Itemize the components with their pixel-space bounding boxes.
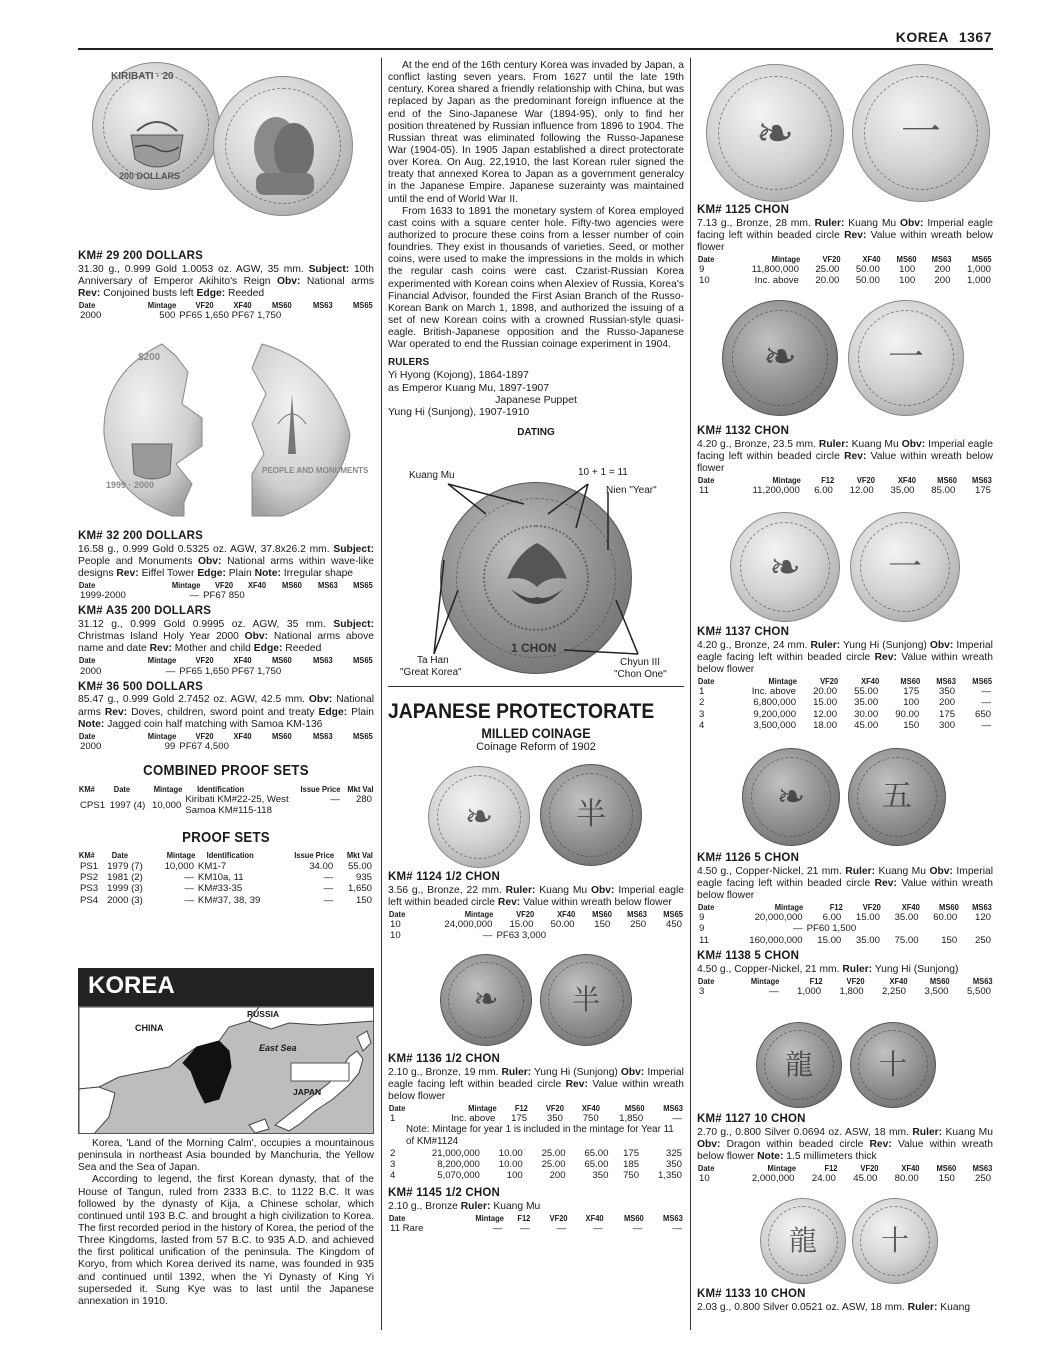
km1125-value-table <box>697 254 993 287</box>
table-row: 3 9,200,000 12.00 30.00 90.00 175 650 <box>699 708 991 720</box>
table-row: 4 5,070,000 100 200 350 750 1,350 <box>390 1170 682 1182</box>
table-row: PS1 1979 (7) 10,000 KM1-7 34.00 55.00 <box>80 860 372 872</box>
dating-label-ta-han: Ta Han <box>417 655 449 666</box>
km1125-description: 7.13 g., Bronze, 28 mm. Ruler: Kuang Mu Obv: Imperial eagle facing left within beaded circle Rev: Value within wreath below flower <box>697 217 993 253</box>
history-text <box>388 60 684 438</box>
dating-label-ten-plus-one: 10 + 1 = 11 <box>578 467 628 478</box>
km29-title: KM# 29 200 DOLLARS <box>78 250 204 262</box>
table-row: 10 Inc. above 20.00 50.00 100 200 1,000 <box>699 275 991 287</box>
table-header-row: Date Mintage VF20 XF40 MS60 MS63 MS65 <box>697 675 993 686</box>
km1136-value-table <box>388 1103 684 1124</box>
km1138-value-table <box>697 976 993 997</box>
table-header-row: KM# Date Mintage Identification Issue Price Mkt Val <box>78 850 374 861</box>
table-header-row: Date Mintage VF20 XF40 MS60 MS63 MS65 <box>388 908 684 919</box>
km1138-title: KM# 1138 5 CHON <box>697 950 800 963</box>
kmA35-title: KM# A35 200 DOLLARS <box>78 605 212 618</box>
country-heading: KOREA <box>78 968 374 1006</box>
km1137-reverse-coin-image: 一 <box>850 512 960 622</box>
table-row: 2 21,000,000 10.00 25.00 65.00 175 325 <box>390 1147 682 1159</box>
km1133-title: KM# 1133 10 CHON <box>697 1288 806 1300</box>
km1145-value-table <box>388 1213 684 1234</box>
table-row: 9 20,000,000 6.00 15.00 35.00 60.00 120 <box>699 912 991 924</box>
km1136-title: KM# 1136 1/2 CHON <box>388 1053 501 1065</box>
km29-obverse-legend: KIRIBATI · 20 <box>111 71 174 82</box>
map-label-east-sea: East Sea <box>259 1043 297 1053</box>
km32-description: 16.58 g., 0.999 Gold 0.5325 oz. AGW, 37.8x26.2 mm. Subject: People and Monuments Obv: National arms within wave-like designs Rev: Eiffel Tower Edge: Plain Note: Irregular shape <box>78 543 374 579</box>
ruler-line-1: Yi Hyong (Kojong), 1864-1897 <box>388 369 529 382</box>
table-row: 2 6,800,000 15.00 35.00 100 200 — <box>699 697 991 709</box>
table-header-row: Date Mintage F12 VF20 XF40 MS60 MS63 <box>697 1162 993 1173</box>
table-row: 2000 500 PF65 1,650 PF67 1,750 <box>80 310 282 322</box>
km1132-title: KM# 1132 CHON <box>697 425 790 437</box>
rulers-heading: RULERS <box>388 357 430 369</box>
ruler-note: Japanese Puppet <box>495 393 577 406</box>
km1127-obverse-coin-image: 龍 <box>756 1022 842 1108</box>
km32-title: KM# 32 200 DOLLARS <box>78 530 204 542</box>
km1124-description: 3.56 g., Bronze, 22 mm. Ruler: Kuang Mu Obv: Imperial eagle left within beaded circle Rev: Value within wreath below flower <box>388 884 684 908</box>
km1124-title: KM# 1124 1/2 CHON <box>388 871 501 883</box>
column-divider-2 <box>690 58 691 1330</box>
km1127-value-table <box>697 1163 993 1184</box>
km1133-description: 2.03 g., 0.800 Silver 0.0521 oz. ASW, 18 mm. Ruler: Kuang <box>697 1301 971 1313</box>
km1132-entry <box>697 425 993 496</box>
section-divider <box>388 686 684 687</box>
table-row: 3 — 1,000 1,800 2,250 3,500 5,500 <box>699 985 991 997</box>
table-row: 1 Inc. above 20.00 55.00 175 350 — <box>699 686 991 698</box>
table-row: 2000 99 PF67 4,500 <box>80 741 229 752</box>
km1124-value-table <box>388 909 684 942</box>
km1136-description: 2.10 g., Bronze, 19 mm. Ruler: Yung Hi (Sunjong) Obv: Imperial eagle facing left within beaded circle Rev: Value within wreath below flower <box>388 1066 684 1102</box>
ruler-line-3: Yung Hi (Sunjong), 1907-1910 <box>388 406 530 419</box>
table-row: 11 11,200,000 6.00 12.00 35.00 85.00 175 <box>699 485 991 497</box>
table-row: 10 — PF63 3,000 <box>390 930 547 942</box>
km1125-title: KM# 1125 CHON <box>697 204 790 216</box>
km1127-title: KM# 1127 10 CHON <box>697 1113 806 1125</box>
table-row: 10 2,000,000 24.00 45.00 80.00 150 250 <box>699 1173 991 1185</box>
km1132-description: 4.20 g., Bronze, 23.5 mm. Ruler: Kuang Mu Obv: Imperial eagle facing left within beaded circle Rev: Value within wreath below flower <box>697 438 993 474</box>
table-row: PS3 1999 (3) — KM#33-35 — 1,650 <box>80 883 372 895</box>
conjoined-busts-icon <box>214 77 354 217</box>
km32-rim-legend: PEOPLE AND MONUMENTS <box>262 466 369 475</box>
km32-value-legend: $200 <box>138 352 161 363</box>
km1126-title: KM# 1126 5 CHON <box>697 852 800 864</box>
header-rule <box>78 48 993 50</box>
km1136-mintage-note: Note: Mintage for year 1 is included in the mintage for Year 11 of KM#1124 <box>406 1124 674 1147</box>
km1133-reverse-coin-image: 十 <box>852 1198 938 1284</box>
table-row: CPS1 1997 (4) 10,000 Kiribati KM#22-25, West Samoa KM#115-118 — 280 <box>80 794 372 817</box>
table-header-row: Date Mintage VF20 XF40 MS60 MS63 MS65 <box>78 730 374 741</box>
intro-paragraph-2: According to legend, the first Korean dynasty, that of the House of Tangun, ruled from 2333 B.C. to 1122 B.C. It was followed by the dynasty of Kija, a Chinese scholar, which continued until 193 B.C. and brought a high civilization to Korea. The first recorded period in the history of Korea, the period of the Three Kingdoms, lasted from 57 B.C. to 935 A.D. and achieved the first political unification of the peninsula. The Kingdom of Koryo, from which Korea derived its name, was founded in 935 and continued until 1392, when the Yi Dynasty of King Yi superseded it. Sung Kye was to last until the Japanese annexation in 1910. <box>78 1174 374 1307</box>
table-row: PS4 2000 (3) — KM#37, 38, 39 — 150 <box>80 894 372 906</box>
km1137-value-table <box>697 676 993 731</box>
km1133-entry <box>697 1288 993 1314</box>
combined-proof-sets-heading: COMBINED PROOF SETS <box>143 762 309 780</box>
km1124-reverse-coin-image: 半 <box>540 764 642 866</box>
km1136-value-table-continued <box>388 1148 684 1182</box>
proof-sets-table <box>78 850 374 905</box>
milled-coinage-heading: MILLED COINAGE <box>481 724 591 741</box>
table-row: 9 11,800,000 25.00 50.00 100 200 1,000 <box>699 264 991 276</box>
combined-proof-sets-table <box>78 784 374 817</box>
km1127-description: 2.70 g., 0.800 Silver 0.0694 oz. ASW, 18 mm. Ruler: Kuang Mu Obv: Dragon within beaded circle Rev: Value within wreath below flower Note: 1.5 millimeters thick <box>697 1126 993 1162</box>
dating-label-chon-one: "Chon One" <box>614 669 667 680</box>
km36-value-table <box>78 731 374 752</box>
section-name: KOREA <box>895 29 949 45</box>
km1125-reverse-coin-image: 一 <box>852 64 990 202</box>
proof-sets-heading: PROOF SETS <box>182 828 270 846</box>
ruler-line-2: as Emperor Kuang Mu, 1897-1907 <box>388 381 550 394</box>
km1132-value-table <box>697 475 993 496</box>
km36-title: KM# 36 500 DOLLARS <box>78 680 204 693</box>
table-header-row: Date Mintage F12 VF20 XF40 MS60 MS63 <box>697 975 993 986</box>
table-header-row: Date Mintage F12 VF20 XF40 MS60 MS63 <box>697 474 993 485</box>
column-divider-1 <box>381 58 382 1330</box>
km29-description: 31.30 g., 0.999 Gold 1.0053 oz. AGW, 35 mm. Subject: 10th Anniversary of Emperor Akihito's Reign Obv: National arms Rev: Conjoined busts left Edge: Reeded <box>78 263 374 299</box>
km1145-title: KM# 1145 1/2 CHON <box>388 1187 501 1200</box>
table-header-row: KM# Date Mintage Identification Issue Price Mkt Val <box>78 784 374 794</box>
km29-obverse-coin-image <box>92 62 220 190</box>
dating-label-great-korea: "Great Korea" <box>400 667 462 678</box>
map-label-japan: JAPAN <box>293 1087 322 1097</box>
table-header-row: Date Mintage VF20 XF40 MS60 MS63 MS65 <box>78 299 374 310</box>
table-header-row: Date Mintage F12 VF20 XF40 MS60 MS63 <box>388 1102 684 1113</box>
dating-label-chyun: Chyun III <box>620 657 661 668</box>
km1125-entry <box>697 204 993 287</box>
table-row: PS2 1981 (2) — KM10a, 11 — 935 <box>80 871 372 883</box>
korea-locator-map <box>78 1006 374 1134</box>
dating-label-kuang-mu: Kuang Mu <box>409 470 455 481</box>
dating-label-nien: Nien "Year" <box>606 485 657 496</box>
map-label-china: CHINA <box>135 1023 164 1033</box>
km29-entry <box>78 250 374 321</box>
coinage-reform-subheading: Coinage Reform of 1902 <box>476 741 596 754</box>
history-paragraph-2: From 1633 to 1891 the monetary system of Korea employed cast coins with a square center hole. Fifty-two agencies were authorized to procure these coins from a lesser number of coin foundries. They exist in thousands of varieties. Seed, or mother coins, were used to make the impressions in the molds in which the regular cash coins were cast. Czarist-Russian Korea experimented with Korean coins when Alexiev of Russia, Korea's Financial Advisor, founded the First Asian Branch of the Russo-Korean Bank on March 1, 1898, and authorized the issuing of a set of new Korean coins with a crowned Russian-style quasi-eagle. British-Japanese opposition and the Russo-Japanese War operated to end the Russian coinage experiment in 1904. <box>388 205 684 351</box>
japanese-protectorate-heading: JAPANESE PROTECTORATE <box>388 700 655 723</box>
km1124-obverse-coin-image: ❧ <box>428 766 530 868</box>
table-row: 10 24,000,000 15.00 50.00 150 250 450 <box>390 918 682 930</box>
table-row: 2000 — PF65 1,650 PF67 1,750 <box>80 665 282 677</box>
km1136-obverse-coin-image: ❧ <box>440 954 532 1046</box>
km1137-obverse-coin-image: ❧ <box>730 512 840 622</box>
km32-date-legend: 1999 · 2000 <box>106 480 155 490</box>
km32-irregular-coin-image <box>92 334 364 524</box>
intro-paragraph-1: Korea, 'Land of the Morning Calm', occupies a mountainous peninsula in northeast Asia bounded by Manchuria, the Yellow Sea and the Sea of Japan. <box>78 1138 374 1174</box>
table-header-row: Date Mintage VF20 XF40 MS60 MS63 MS65 <box>78 579 374 590</box>
table-row: 9 — PF60 1,500 <box>699 923 857 935</box>
table-row: 11 Rare — — — — — — <box>390 1223 682 1235</box>
km1126-value-table <box>697 902 993 946</box>
kmA35-value-table <box>78 655 374 676</box>
km29-obverse-value: 200 DOLLARS <box>119 171 181 181</box>
km1124-entry <box>388 871 684 942</box>
km1127-reverse-coin-image: 十 <box>850 1022 936 1108</box>
km1132-obverse-coin-image: ❧ <box>722 300 838 416</box>
km29-value-table <box>78 300 374 321</box>
km1136-entry <box>388 1053 684 1235</box>
km1132-reverse-coin-image: 一 <box>848 300 964 416</box>
table-row: 11 160,000,000 15.00 35.00 75.00 150 250 <box>699 934 991 946</box>
km29-reverse-coin-image <box>213 76 353 216</box>
dating-coin-legend: 1 CHON <box>511 641 557 655</box>
history-paragraph-1: At the end of the 16th century Korea was invaded by Japan, a conflict lasting seven years. From 1627 until the late 19th century, Korea shared a friendly relationship with China, but was replaced by Japan as the predominant foreign influence at the end of the Sino-Japanese War (1894-95), only to find her position threatened by Russian influence from 1896 to 1904. The Russian threat was eliminated following the Russo-Japanese War (1904-05). In 1905 Japan established a direct protectorate over Korea. On Aug. 22,1910, the last Korean ruler signed the treaty that annexed Korea to Japan as a government generalcy in the Japanese Empire. Japanese suzerainty was maintained until the end of World War II. <box>388 60 684 205</box>
km1137-description: 4.20 g., Bronze, 24 mm. Ruler: Yung Hi (Sunjong) Obv: Imperial eagle facing left within beaded circle Rev: Value within wreath below flower <box>697 639 993 675</box>
map-label-russia: RUSSIA <box>247 1009 280 1019</box>
km32-value-table <box>78 580 374 601</box>
kmA35-description: 31.12 g., 0.999 Gold 0.9995 oz. AGW, 35 mm. Subject: Christmas Island Holy Year 2000 Obv: National arms above name and date Rev: Mother and child Edge: Reeded <box>78 619 374 655</box>
table-row: 4 3,500,000 18.00 45.00 150 300 — <box>699 720 991 732</box>
km1137-entry <box>697 626 993 731</box>
km1126-entry <box>697 852 993 997</box>
km1126-reverse-coin-image: 五 <box>848 748 946 846</box>
running-head <box>886 29 992 46</box>
table-row: 1999-2000 — PF67 850 <box>80 590 245 602</box>
table-header-row: Date Mintage F12 VF20 XF40 MS60 MS63 <box>388 1213 684 1224</box>
km1145-description: 2.10 g., Bronze Ruler: Kuang Mu <box>388 1201 541 1213</box>
table-header-row: Date Mintage VF20 XF40 MS60 MS63 MS65 <box>78 655 374 666</box>
table-row: 3 8,200,000 10.00 25.00 65.00 185 350 <box>390 1158 682 1170</box>
page-number: 1367 <box>958 29 992 45</box>
korea-introduction <box>78 1138 374 1308</box>
km1138-description: 4.50 g., Copper-Nickel, 21 mm. Ruler: Yung Hi (Sunjong) <box>697 963 959 975</box>
km1137-title: KM# 1137 CHON <box>697 626 790 638</box>
km1133-obverse-coin-image: 龍 <box>760 1198 846 1284</box>
km1127-entry <box>697 1113 993 1184</box>
km32-entry <box>78 530 374 906</box>
table-header-row: Date Mintage F12 VF20 XF40 MS60 MS63 <box>697 901 993 912</box>
table-header-row: Date Mintage VF20 XF40 MS60 MS63 MS65 <box>697 253 993 264</box>
km1126-obverse-coin-image: ❧ <box>742 748 840 846</box>
map-graphic <box>79 1007 374 1134</box>
table-row: 1 Inc. above 175 350 750 1,850 — <box>390 1113 682 1125</box>
km1126-description: 4.50 g., Copper-Nickel, 21 mm. Ruler: Kuang Mu Obv: Imperial eagle facing left within beaded circle Rev: Value within wreath below flower <box>697 865 993 901</box>
km36-description: 85.47 g., 0.999 Gold 2.7452 oz. AGW, 42.5 mm. Obv: National arms Rev: Doves, children, sword point and treaty Edge: Plain Note: Jagged coin half matching with Samoa KM-136 <box>78 694 374 730</box>
japanese-protectorate-section <box>388 700 684 754</box>
km1125-obverse-coin-image: ❧ <box>706 64 844 202</box>
km1136-reverse-coin-image: 半 <box>540 954 632 1046</box>
dating-heading: DATING <box>517 426 555 438</box>
